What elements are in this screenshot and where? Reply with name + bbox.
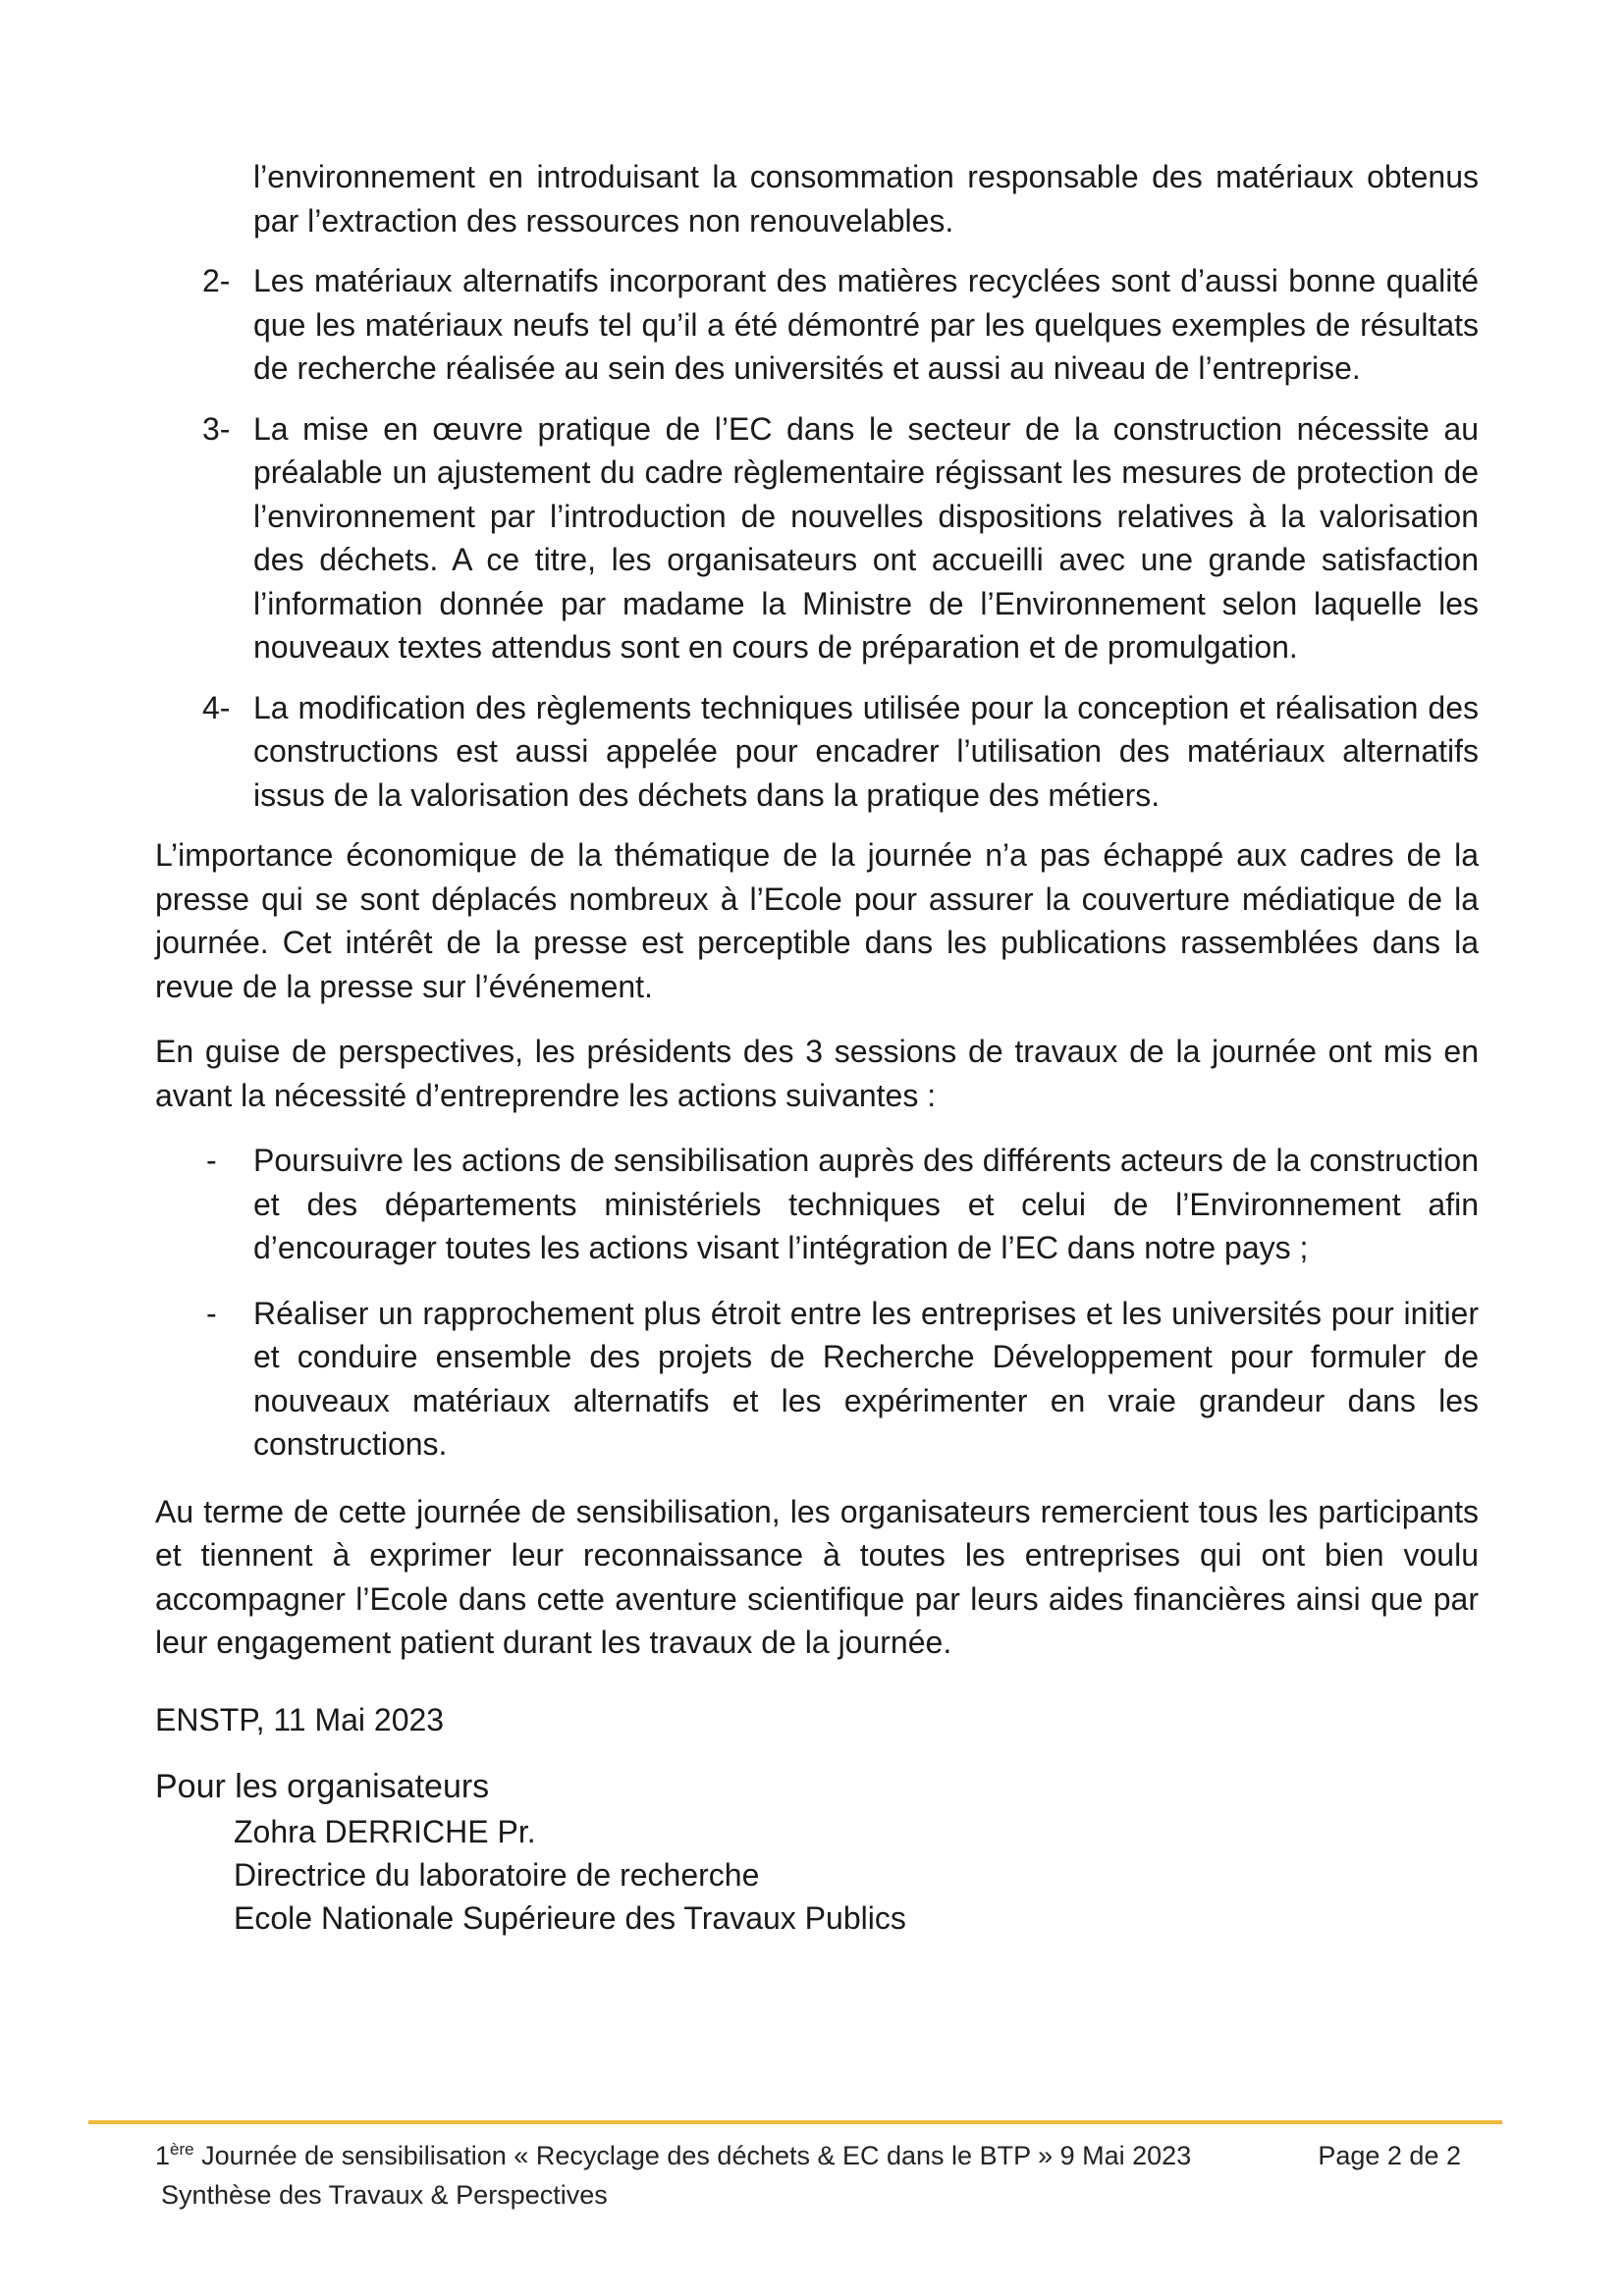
signature-block xyxy=(155,1698,1479,1940)
paragraph-closing: Au terme de cette journée de sensibilisation, les organisateurs remercient tous les participants et tiennent à exprimer leur reconnaissance à toutes les entreprises qui ont bien voulu accompagner l’Ecole dans cette aventure scientifique par leurs aides financières ainsi que par leur engagement patient durant les travaux de la journée. xyxy=(155,1493,1479,1660)
signature-place-date: ENSTP, 11 Mai 2023 xyxy=(155,1701,445,1737)
list-item-text: La mise en œuvre pratique de l’EC dans le secteur de la construction nécessite au préalable un ajustement du cadre règlementaire régissant les mesures de protection de l’environnement par l’introduction de nouvelles dispositions relatives à la valorisation des déchets. A ce titre, les organisateurs ont accueilli avec une grande satisfaction l’information donnée par madame la Ministre de l’Environnement selon laquelle les nouveaux textes attendus sont en cours de préparation et de promulgation. xyxy=(253,410,1479,665)
footer-event-line xyxy=(155,2138,1191,2173)
footer-divider xyxy=(88,2120,1502,2124)
list-number: 2- xyxy=(202,263,231,298)
footer-subtitle: Synthèse des Travaux & Perspectives xyxy=(161,2180,608,2210)
numbered-item-2 xyxy=(155,259,1479,391)
footer-event-text: Journée de sensibilisation « Recyclage des déchets & EC dans le BTP » 9 Mai 2023 xyxy=(193,2141,1192,2170)
intro-continuation: l’environnement en introduisant la consommation responsable des matériaux obtenus par l’extraction des ressources non renouvelables. xyxy=(253,159,1479,239)
bullet-dash: - xyxy=(206,1295,217,1331)
bullet-item-text: Réaliser un rapprochement plus étroit entre les entreprises et les universités pour initier et conduire ensemble des projets de Recherche Développement pour formuler de nouveaux matériaux alternatifs et les expérimenter en vraie grandeur dans les constructions. xyxy=(253,1295,1479,1462)
footer-page-number: Page 2 de 2 xyxy=(1318,2141,1461,2170)
footer-ordinal-number: 1 xyxy=(155,2141,171,2170)
signature-role: Directrice du laboratoire de recherche xyxy=(234,1856,760,1893)
footer-ordinal-suffix: ère xyxy=(170,2140,194,2159)
paragraph-press: L’importance économique de la thématique de la journée n’a pas échappé aux cadres de la presse qui se sont déplacés nombreux à l’Ecole pour assurer la couverture médiatique de la journée. Cet intérêt de la presse est perceptible dans les publications rassemblées dans la revue de la presse sur l’événement. xyxy=(155,837,1479,1004)
paragraph-perspectives: En guise de perspectives, les présidents des 3 sessions de travaux de la journée ont mis en avant la nécessité d’entreprendre les actions suivantes : xyxy=(155,1034,1479,1113)
document-body xyxy=(155,155,1479,1940)
signature-institution: Ecole Nationale Supérieure des Travaux Publics xyxy=(234,1899,906,1936)
signature-for-label: Pour les organisateurs xyxy=(155,1767,490,1805)
bullet-item-text: Poursuivre les actions de sensibilisation auprès des différents acteurs de la construction et des départements ministériels techniques et celui de l’Environnement afin d’encourager toutes les actions visant l’intégration de l’EC dans notre pays ; xyxy=(253,1143,1479,1265)
numbered-item-4 xyxy=(155,686,1479,818)
signature-name: Zohra DERRICHE Pr. xyxy=(234,1813,536,1849)
list-number: 4- xyxy=(202,689,231,725)
list-item-text: La modification des règlements techniques utilisée pour la conception et réalisation des constructions est aussi appelée pour encadrer l’utilisation des matériaux alternatifs issus de la valorisation des déchets dans la pratique des métiers. xyxy=(253,689,1479,813)
list-item-text: Les matériaux alternatifs incorporant des matières recyclées sont d’aussi bonne qualité que les matériaux neufs tel qu’il a été démontré par les quelques exemples de résultats de recherche réalisée au sein des universités et aussi au niveau de l’entreprise. xyxy=(253,263,1479,386)
numbered-item-3 xyxy=(155,407,1479,669)
bullet-item-1 xyxy=(155,1139,1479,1270)
list-number: 3- xyxy=(202,410,231,447)
bullet-dash: - xyxy=(206,1143,217,1178)
bullet-item-2 xyxy=(155,1292,1479,1467)
